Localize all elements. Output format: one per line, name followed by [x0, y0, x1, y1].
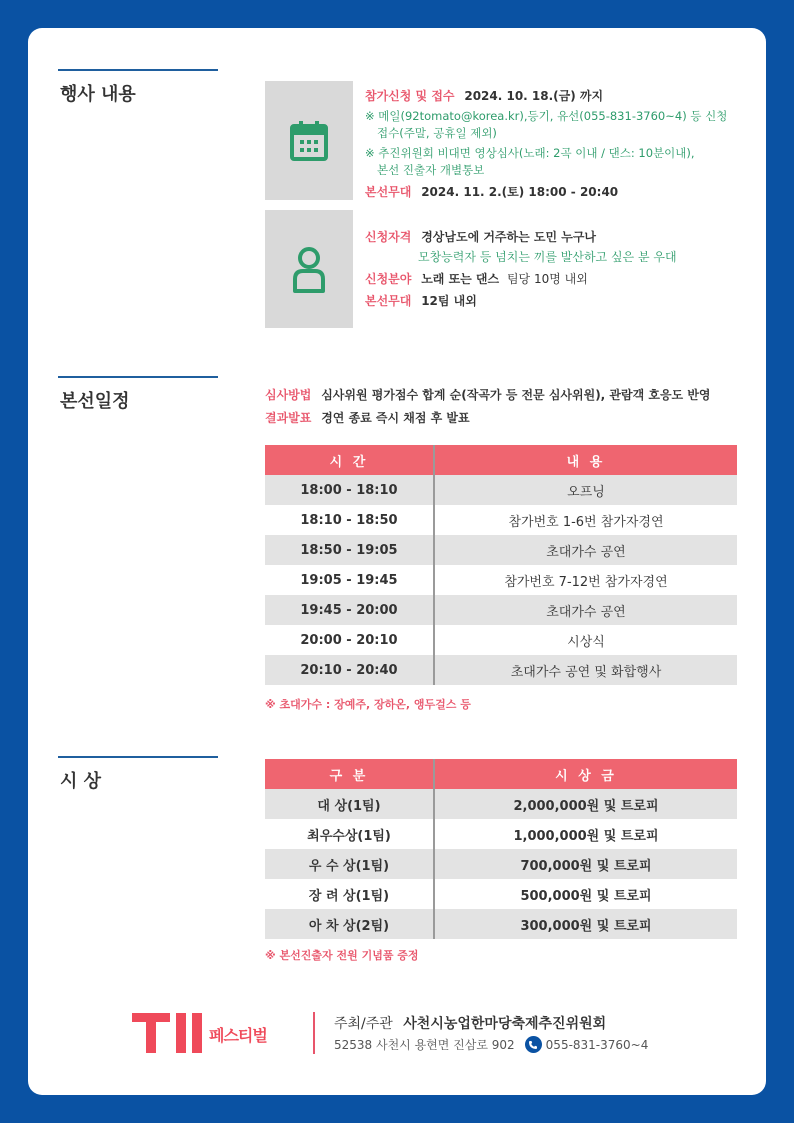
schedule-table [265, 445, 737, 685]
section-divider [58, 756, 218, 758]
header-content: 내 용 [434, 445, 737, 475]
cell-prize: 500,000원 및 트로피 [434, 879, 737, 909]
judge-text: 심사위원 평가점수 합계 순(작곡가 등 전문 심사위원), 관람객 호응도 반영 [321, 388, 711, 402]
cell-category: 최우수상(1팀) [265, 819, 434, 849]
table-row [265, 595, 737, 625]
table-row [265, 789, 737, 819]
host-label: 주최/주관 [334, 1016, 393, 1032]
section-divider [58, 376, 218, 378]
souvenir-note: ※ 본선진출자 전원 기념품 증정 [265, 949, 419, 962]
cell-time: 19:05 - 19:45 [265, 565, 434, 595]
cell-category: 우 수 상(1팀) [265, 849, 434, 879]
contact-line [334, 1036, 648, 1053]
table-row [265, 565, 737, 595]
section-title-schedule: 본선일정 [60, 391, 130, 412]
cell-time: 18:10 - 18:50 [265, 505, 434, 535]
cell-content: 오프닝 [434, 475, 737, 505]
final-date: 2024. 11. 2.(토) 18:00 - 20:40 [421, 185, 619, 199]
qual-label: 신청자격 [365, 230, 412, 244]
apply-note1a: ※ 메일(92tomato@korea.kr),등기, 유선(055-831-3760~4) 등 신청 [365, 109, 728, 123]
table-row [265, 625, 737, 655]
section-divider [58, 69, 218, 71]
table-row [265, 505, 737, 535]
table-header-row [265, 759, 737, 789]
cell-prize: 700,000원 및 트로피 [434, 849, 737, 879]
cell-time: 18:00 - 18:10 [265, 475, 434, 505]
guest-singers-note: ※ 초대가수 : 장예주, 장하온, 앵두걸스 등 [265, 698, 471, 711]
table-row [265, 535, 737, 565]
header-category: 구 분 [265, 759, 434, 789]
field-bold: 노래 또는 댄스 [421, 272, 500, 286]
table-row [265, 879, 737, 909]
header-time: 시 간 [265, 445, 434, 475]
field-label: 신청분야 [365, 272, 412, 286]
person-icon [291, 245, 327, 293]
field-rest: 팀당 10명 내외 [506, 272, 588, 286]
table-row [265, 655, 737, 685]
cell-time: 18:50 - 19:05 [265, 535, 434, 565]
result-label: 결과발표 [265, 411, 312, 425]
table-header-row [265, 445, 737, 475]
address: 52538 사천시 용현면 진삼로 902 [334, 1038, 515, 1052]
cell-category: 대 상(1팀) [265, 789, 434, 819]
qual-sub: 모창능력자 등 넘치는 끼를 발산하고 싶은 분 우대 [418, 250, 677, 264]
cell-time: 20:00 - 20:10 [265, 625, 434, 655]
awards-table [265, 759, 737, 939]
judge-label: 심사방법 [265, 388, 312, 402]
cell-content: 시상식 [434, 625, 737, 655]
cell-content: 초대가수 공연 [434, 535, 737, 565]
logo-mark-icon [132, 1013, 204, 1053]
host-name: 사천시농업한마당축제추진위원회 [403, 1016, 607, 1032]
table-row [265, 819, 737, 849]
table-row [265, 909, 737, 939]
apply-date: 2024. 10. 18.(금) 까지 [464, 89, 604, 103]
phone-icon [525, 1036, 542, 1053]
cell-category: 장 려 상(1팀) [265, 879, 434, 909]
table-row [265, 849, 737, 879]
cell-prize: 300,000원 및 트로피 [434, 909, 737, 939]
cell-category: 아 차 상(2팀) [265, 909, 434, 939]
host-line [334, 1013, 606, 1033]
footer-divider [313, 1012, 315, 1054]
header-prize: 시 상 금 [434, 759, 737, 789]
apply-label: 참가신청 및 접수 [365, 89, 455, 103]
table-row [265, 475, 737, 505]
apply-note1b: 접수(주말, 공휴일 제외) [377, 126, 497, 140]
cell-time: 20:10 - 20:40 [265, 655, 434, 685]
cell-time: 19:45 - 20:00 [265, 595, 434, 625]
apply-note2b: 본선 진출자 개별통보 [377, 163, 485, 177]
stage-label: 본선무대 [365, 294, 412, 308]
qual-text: 경상남도에 거주하는 도민 누구나 [421, 230, 597, 244]
cell-content: 초대가수 공연 [434, 595, 737, 625]
cell-content: 참가번호 7-12번 참가자경연 [434, 565, 737, 595]
cell-content: 초대가수 공연 및 화합행사 [434, 655, 737, 685]
person-icon-box [265, 210, 353, 328]
logo-text: 페스티벌 [209, 1026, 267, 1045]
section-title-event: 행사 내용 [60, 84, 136, 105]
cell-prize: 2,000,000원 및 트로피 [434, 789, 737, 819]
calendar-icon [289, 120, 329, 162]
cell-content: 참가번호 1-6번 참가자경연 [434, 505, 737, 535]
phone-number[interactable]: 055-831-3760~4 [545, 1037, 649, 1052]
final-label: 본선무대 [365, 185, 412, 199]
result-text: 경연 종료 즉시 채점 후 발표 [321, 411, 470, 425]
section-title-awards: 시 상 [60, 771, 102, 792]
calendar-icon-box [265, 81, 353, 200]
stage-text: 12팀 내외 [421, 294, 477, 308]
apply-note2a: ※ 추진위원회 비대면 영상심사(노래: 2곡 이내 / 댄스: 10분이내), [365, 146, 695, 160]
festival-logo [132, 1012, 302, 1054]
cell-prize: 1,000,000원 및 트로피 [434, 819, 737, 849]
